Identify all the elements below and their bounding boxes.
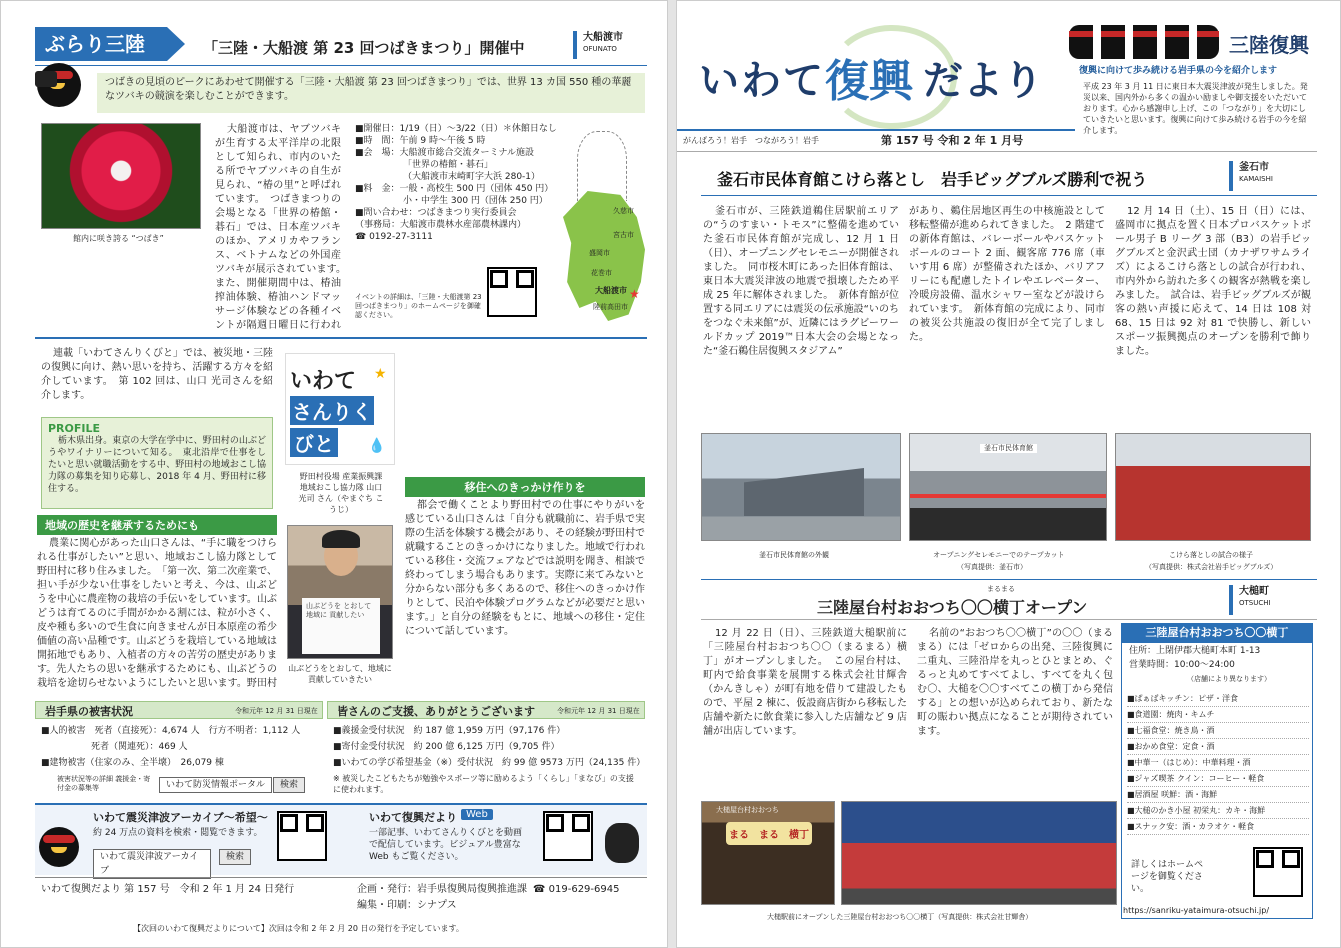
damage-title: 岩手県の被害状況 [45, 705, 133, 718]
section-rule [35, 337, 647, 339]
article1-col1: 釜石市が、三陸鉄道鵜住居駅前エリアの“うのすまい・トモス”に整備を進めていた釜石市民体育館が完成し、12 月 1 日（日）、オープニングセレモニーが開催されました。 同市桜木町にあった旧体育館は、東日本大震災津波の地震で損壊したため平成 25 年に解体されました。 新体育館が位置する同エリアには震災の伝承施設“いのちをつなぐ未来館”が、近隣にはラグビーワールドカップ 2019™日本大会の会場となった“釜石鵜住居復興スタジアム” [703, 206, 899, 357]
profile-title: PROFILE [48, 422, 101, 435]
tape-ribbon [910, 494, 1107, 498]
article1-city: 釜石市 [1239, 162, 1269, 173]
logo-text-bito: びと [290, 428, 338, 457]
article2-col1: 12 月 22 日（日）、三陸鉄道大槌駅前に「三陸屋台村おおつち〇〇（まるまる）横丁」がオープンしました。 この屋台村は、町内で給食事業を展開する株式会社甘輝舎（かんきしゃ）が町有地を借りて建設したもので、平屋 2 棟に、仮設商店街から移転した店舗や新たに飲食業に参入した店舗など 9 店舗が出店しています。 [703, 628, 907, 737]
archive-link-box[interactable]: いわて震災津波アーカイブ [93, 849, 211, 879]
map-label: 盛岡市 [589, 249, 610, 257]
info-line: ■会 場：大船渡市総合交流ターミナル施設 [355, 148, 535, 158]
yatai-shop-list [1127, 691, 1309, 835]
article2-city-tag [1229, 585, 1313, 615]
header-rule [35, 65, 647, 66]
gym-building [744, 468, 864, 516]
series-person: 野田村役場 産業振興課 地域おこし協力隊 山口 光司 さん（やまぐち こうじ） [298, 472, 384, 514]
yatai-caption: 大槌駅前にオープンした三陸屋台村おおつち〇〇横丁（写真提供：株式会社甘輝舎） [767, 913, 1033, 921]
ofunato-star-icon: ★ [629, 287, 640, 301]
city-tag [573, 31, 639, 59]
lead-text: つばきの見頃のピークにあわせて開催する「三陸・大船渡 第 23 回つばきまつり」では、世界 13 カ国 550 種の華麗なツバキの競演を楽しむことができます。 [97, 73, 645, 113]
article2-col2: 名前の“おおつち〇〇横丁”の〇〇（まるまる）には「ゼロからの出発、三陸復興に二重丸、三陸沿岸を丸っとひとまとめ、ぐるっと丸めてすべてよし、すべてを丸く包む〇、大槌を〇〇すべてこの横丁から発信する」との想いが込められており、新たな町の賑わい拠点になることが期待されています。 [917, 628, 1113, 737]
event-info [355, 123, 569, 243]
article1-roman: KAMAISHI [1239, 175, 1273, 183]
brand-mascot-hats [1069, 31, 1219, 37]
series-body-1-cont [405, 347, 645, 475]
page-gutter [668, 0, 676, 948]
camellia-body: 大船渡市は、ヤブツバキが生育する太平洋岸の北限として知られ、市内のいたる所でヤブツバキの自生が見られ、“椿の里”と呼ばれています。 つばきまつりの会場となる「世界の椿館・碁石」では、日本産ツバキのほか、アメリカやフランス、ベトナムなどの外国産ツバキが展示されています。 また、開催期間中は、椿油搾油体験、椿油ハンドマッサージ体験などの各種イベントが隔週日曜日に行われ [215, 124, 341, 331]
gym-sign: 釜石市民体育館 [980, 444, 1037, 453]
logo-text-iwate: いわて [290, 369, 357, 394]
damage-row: ■建物被害（住家のみ、全半壊） 26,079 棟 [41, 758, 224, 768]
map-label: 久慈市 [613, 207, 634, 215]
shop-item: ■ぱぁばキッチン：ピザ・洋食 [1127, 691, 1309, 707]
footer-tel: ☎ 019-629-6945 [533, 884, 620, 895]
map-label: 宮古市 [613, 231, 634, 239]
info-line: ■開催日：1/19（日）～3/22（日）＊休館日なし [355, 124, 557, 134]
tape-cut-caption: オープニングセレモニーでのテープカット [933, 551, 1065, 559]
series-body-2: 都会で働くことより野田村での仕事にやりがいを感じている山口さんは「自分も就職前に、岩手県で実際の生活を体験する機会があり、その経験が野田村で就職することのきっかけになりました。地域で行われている移住・交流フェアなどでは説明を聞き、相談で終わってしまう場合もあります。実際に来てみないと分からない部分も多くあるので、移住へのきっかけ作りとして、民泊や体験プログラムなどが必要だと思います。」と自分の経験をもとに、地域への移住・定住について話しています。 [405, 500, 645, 637]
article2-rule [701, 619, 1317, 620]
corner-tag-label: ぶらり三陸 [45, 32, 145, 56]
footer-next: 【次回のいわて復興だよりについて】次回は令和 2 年 2 月 20 日の発行を予定しています。 [133, 924, 464, 933]
shop-item: ■居酒屋 咲鮮：酒・海鮮 [1127, 787, 1309, 803]
support-title: 皆さんのご支援、ありがとうございます [337, 705, 535, 718]
disaster-search-button[interactable]: 検索 [273, 777, 305, 793]
footer-rule [35, 877, 647, 878]
damage-date: 令和元年 12 月 31 日現在 [235, 707, 318, 715]
archive-search-button[interactable]: 検索 [219, 849, 251, 865]
article1-col3: 12 月 14 日（土）、15 日（日）には、盛岡市に拠点を置く日本プロバスケットボール男子 B リーグ 3 部（B3）の岩手ビッグブルズと金沢武士団（カナザワサムライズ）によるこけら落としの試合が行われ、市内外から訪れた多くの観客が熱戦を楽しみました。 試合は、岩手ビッグブルズが観客の熱い声援に応えて、14 日は 108 対 68、15 日は 92 対 81 で快勝し、新しいスポーツ振興拠点のオープンを勝利で飾りました。 [1115, 206, 1311, 357]
tape-cut-credit: （写真提供：釜石市） [957, 563, 1027, 571]
shop-item: ■おかめ食堂：定食・酒 [1127, 739, 1309, 755]
shop-item: ■大槌のかき小屋 初栄丸：カキ・海鮮 [1127, 803, 1309, 819]
yatai-address: 住所：上閉伊郡大槌町本町 1-13 [1129, 646, 1261, 656]
map-label: 花巻市 [591, 269, 612, 277]
person-hair [322, 530, 360, 548]
yatai-sign-main: まる まる 横丁 [726, 822, 812, 845]
city-roman: OFUNATO [583, 45, 617, 53]
footer-publisher: 企画・発行：岩手県復興局復興推進課 [357, 884, 527, 895]
shop-item: ■ジャズ喫茶 クイン：コーヒー・軽食 [1127, 771, 1309, 787]
archive-title: いわて震災津波アーカイブ～希望～ [93, 811, 268, 824]
article2-title: 三陸屋台村おおつち〇〇横丁オープン [817, 598, 1088, 617]
yatai-more: 詳しくはホームページを御覧ください。 [1131, 860, 1204, 894]
shop-item: ■七福食堂：焼き鳥・酒 [1127, 723, 1309, 739]
series-logo [285, 353, 395, 465]
issue-number: 第 157 号 令和 2 年 1 月号 [881, 134, 1024, 147]
splash-icon: 💧 [368, 438, 386, 454]
person-board: 山ぶどうを とおして 地域に 貢献したい [302, 598, 380, 654]
support-row: ■寄付金受付状況 約 200 億 6,125 万円（9,705 件） [333, 742, 560, 752]
camellia-caption: 館内に咲き誇る “つばき” [73, 234, 164, 243]
yatai-qr-code[interactable] [1253, 847, 1303, 897]
right-page [676, 0, 1341, 948]
game-credit: （写真提供：株式会社岩手ビッグブルズ） [1145, 563, 1278, 571]
person-photo [287, 525, 393, 659]
city-name: 大船渡市 [583, 32, 623, 43]
info-line: （事務局：大船渡市農林水産部農林課内） [355, 220, 527, 230]
article2-ruby: まるまる [987, 585, 1015, 593]
info-line: 「世界の椿館・碁石」 [403, 160, 494, 170]
yatai-url[interactable]: https://sanriku-yataimura-otsuchi.jp/ [1123, 906, 1270, 915]
article1-title: 釜石市民体育館こけら落とし 岩手ビッグブルズ勝利で祝う [717, 170, 1148, 189]
info-line: ■料 金：一般・高校生 500 円（団体 450 円） [355, 184, 554, 194]
support-row: ■義援金受付状況 約 187 億 1,959 万円（97,176 件） [333, 726, 566, 736]
info-line: 小・中学生 300 円（団体 250 円） [403, 196, 548, 206]
yatai-sign-top: 大槌屋台村おおつち [716, 806, 779, 814]
mascot-small-icon [605, 823, 639, 863]
info-line: ■時 間：午前 9 時～午後 5 時 [355, 136, 486, 146]
profile-text: 栃木県出身。東京の大学在学中に、野田村の山ぶどうやワイナリーについて知る。 東北沿岸で仕事をしたいと思い就職活動をする中、野田村の地域おこし協力隊の募集を知り応募し、2018 年 4 月、野田村に移住する。 [48, 436, 266, 494]
archive-desc: 約 24 万点の資料を検索・閲覧できます。 [93, 828, 263, 838]
yatai-hours: 営業時間：10:00～24:00 [1129, 660, 1235, 670]
damage-row: 死者（関連死）：469 人 [91, 742, 188, 752]
article2-roman: OTSUCHI [1239, 599, 1271, 607]
person-photo-caption: 山ぶどうをとおして、地域に貢献していきたい [288, 664, 392, 684]
map-label: 陸前高田市 [593, 303, 628, 311]
article1-city-tag [1229, 161, 1313, 191]
info-line: （大船渡市末崎町字大浜 280-1） [403, 172, 541, 182]
game-caption: こけら落としの試合の様子 [1169, 551, 1253, 559]
archive-qr-code[interactable] [277, 811, 327, 861]
support-note: ※ 被災したこどもたちが勉強やスポーツ等に励めるよう「くらし」「まなび」の支援に使われます。 [333, 774, 634, 794]
article1-col2: があり、鵜住居地区再生の中核施設として移転整備が進められてきました。 2 階建ての新体育館は、バレーボールやバスケットボールのコート 2 面、観客席 776 席（車いす用 6 席）が整備されたほか、バリアフリーにも配慮したトイレやエレベーター、冷暖房設備、温水シャワー室などが設けられています。 新体育館の完成により、同市の被災公共施設の復旧が全て完了しました。 [909, 206, 1105, 343]
article2-city: 大槌町 [1239, 586, 1269, 597]
yatai-night-photo [841, 801, 1117, 905]
support-date: 令和元年 12 月 31 日現在 [557, 707, 640, 715]
footer-issue: いわて復興だより 第 157 号 令和 2 年 1 月 24 日発行 [41, 884, 295, 895]
brand-sub: 復興に向けて歩み続ける岩手県の今を紹介します [1079, 66, 1278, 76]
camera-icon [35, 71, 57, 87]
shop-item: ■食道園：焼肉・キムチ [1127, 707, 1309, 723]
info-line: ☎ 0192-27-3111 [355, 232, 433, 242]
tape-cut-photo [909, 433, 1107, 541]
damage-note: 被害状況等の詳細 義援金・寄付金の募集等 [57, 775, 151, 792]
brand-text: 平成 23 年 3 月 11 日に東日本大震災津波が発生しました。発災以来、国内外から多くの温かい励ましや御支援をいただいております。心から感謝申し上げ、この「つながり」を大切にしていきたいと思います。復興に向けて歩み続ける岩手の今を紹介します。 [1083, 82, 1308, 135]
damage-row: ■人的被害 死者（直接死）：4,674 人 行方不明者：1,112 人 [41, 726, 301, 736]
masthead-title-c: だより [923, 58, 1043, 104]
section-heading-migration: 移住へのきっかけ作りを [405, 477, 645, 497]
masthead-rule [677, 129, 1075, 131]
star-icon: ★ [374, 366, 387, 382]
web-badge: Web [461, 809, 493, 820]
masthead-title-a: いわて [699, 58, 825, 104]
footer-printer: 編集・印刷：シナプス [357, 900, 457, 911]
headline: 「三陸・大船渡 第 23 回つばきまつり」開催中 [203, 39, 525, 57]
left-page [0, 0, 668, 948]
web-desc: 一部記事、いわてさんりくびとを動画で配信しています。ビジュアル豊富な Web もご覧ください。 [369, 828, 523, 862]
slogan: がんばろう！岩手 つながろう！岩手 [683, 136, 819, 145]
tohoku-outline [577, 131, 627, 201]
yatai-hours-note: （店舗により異なります） [1187, 675, 1271, 683]
event-note: イベントの詳細は、「三陸・大船渡第 23 回つばきまつり」のホームページを御確認ください。 [355, 293, 482, 319]
logo-text-sanriku: さんりく [290, 396, 374, 425]
shop-item: ■中華一（はじめ）：中華料理・酒 [1127, 755, 1309, 771]
support-row: ■いわての学び希望基金（※）受付状況 約 99 億 9573 万円（24,135 件） [333, 758, 646, 768]
article1-rule [701, 195, 1317, 196]
game-photo [1115, 433, 1311, 541]
web-title: いわて復興だより [369, 811, 457, 824]
gym-exterior-caption: 釜石市民体育館の外観 [759, 551, 829, 559]
masthead-title-b: 復興 [825, 56, 913, 107]
profile-box [41, 417, 273, 509]
masthead-rule-bottom [677, 151, 1317, 152]
info-line: ■問い合わせ：つばきまつり実行委員会 [355, 208, 517, 218]
mascot-icon [39, 827, 79, 867]
section-heading-history: 地域の歴史を継承するためにも [37, 515, 277, 535]
disaster-portal-button[interactable]: いわて防災情報ポータル [159, 777, 272, 793]
event-qr-code[interactable] [487, 267, 537, 317]
gym-exterior-photo [701, 433, 901, 541]
shop-item: ■スナック安：酒・カラオケ・軽食 [1127, 819, 1309, 835]
brand-name: 三陸復興 [1229, 33, 1309, 57]
web-qr-code[interactable] [543, 811, 593, 861]
yatai-sign-photo [701, 801, 835, 905]
series-body-1: 農業に関心があった山口さんは、“手に職をつけられる仕事がしたい”と思い、地域おこし協力隊として野田村に移り住みました。 「第一次、第二次産業で、担い手が少ない仕事をしたいと考え、今は、山ぶどうを中心に農産物の栽培の手伝いをしています。山ぶどうは育てるのに手間がかかる割には、粒が小さく、皮や種も多いので生食に向きませんが日本原産の希少価値の高い品種です。山ぶどうを栽培している地域は開拓地でもあり、入植者の方々の苦労の歴史があります。先人たちの思いを継承するためにも、山ぶどうの栽培を途切らせないようにしたいと思います。野田村 [37, 538, 277, 687]
article2-rule-top [701, 579, 1317, 580]
map-label-ofunato: 大船渡市 [595, 286, 627, 295]
series-intro: 連載「いわてさんりくびと」では、被災地・三陸の復興に向け、熱い思いを持ち、活躍する方々を紹介しています。 第 102 回は、山口 光司さんを紹介します。 [41, 348, 273, 401]
yatai-box-title: 三陸屋台村おおつち〇〇横丁 [1121, 623, 1313, 643]
